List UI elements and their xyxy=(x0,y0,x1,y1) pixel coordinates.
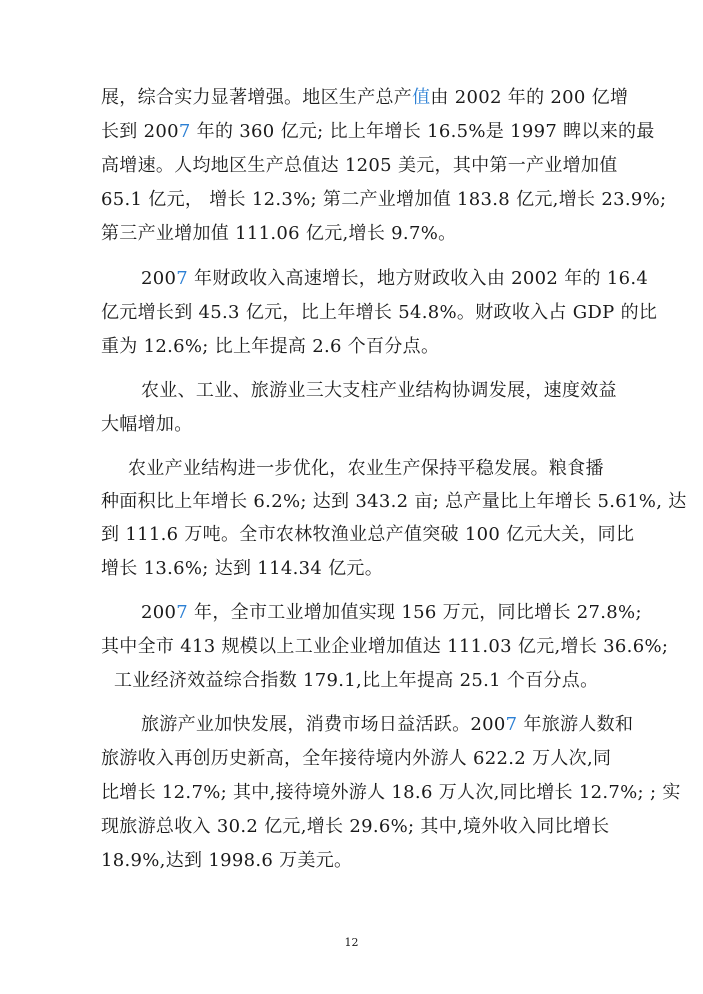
text-line xyxy=(141,380,617,402)
text-line xyxy=(101,558,383,580)
text-segment: 增长 13.6%; 达到 114.34 亿元。 xyxy=(101,558,384,579)
text-line xyxy=(101,850,352,872)
text-line xyxy=(101,524,634,546)
text-segment: 其中全市 413 规模以上工业企业增加值达 111.03 亿元,增长 36.6%; xyxy=(101,636,669,657)
text-segment: 种面积比上年增长 6.2%; 达到 343.2 亩; 总产量比上年增长 5.61%, 达 xyxy=(101,491,687,512)
text-segment: 重为 12.6%; 比上年提高 2.6 个百分点。 xyxy=(101,336,440,357)
highlighted-text: 值 xyxy=(412,87,431,108)
text-line xyxy=(128,458,604,480)
text-line xyxy=(101,223,456,245)
text-segment: 长到 200 xyxy=(101,121,179,142)
text-segment: 200 xyxy=(141,602,177,623)
text-segment: 旅游收入再创历史新高，全年接待境内外游人 622.2 万人次,同 xyxy=(101,748,612,769)
text-line xyxy=(101,336,439,358)
text-line xyxy=(101,816,609,838)
text-segment: 大幅增加。 xyxy=(101,414,193,435)
highlighted-text: 7 xyxy=(176,602,189,623)
text-line xyxy=(101,189,666,211)
text-line xyxy=(141,714,633,736)
text-segment: 工业经济效益综合指数 179.1,比上年提高 25.1 个百分点。 xyxy=(114,670,599,691)
text-segment: 由 2002 年的 200 亿增 xyxy=(430,87,629,108)
text-segment: 18.9%,达到 1998.6 万美元。 xyxy=(101,850,353,871)
text-line xyxy=(141,268,648,290)
text-line xyxy=(101,302,657,324)
text-segment: 年财政收入高速增长，地方财政收入由 2002 年的 16.4 xyxy=(188,268,649,289)
highlighted-text: 7 xyxy=(178,121,191,142)
text-segment: 展，综合实力显著增强。地区生产总产 xyxy=(101,87,413,108)
text-line xyxy=(101,155,618,177)
text-segment: 农业产业结构进一步优化，农业生产保持平稳发展。粮食播 xyxy=(128,458,604,479)
text-line xyxy=(101,636,668,658)
text-line xyxy=(101,121,655,143)
text-line xyxy=(101,414,193,436)
text-segment: 年，全市工业增加值实现 156 万元，同比增长 27.8%; xyxy=(188,602,642,623)
text-segment: 200 xyxy=(141,268,177,289)
text-segment: 65.1 亿元， 增长 12.3%; 第二产业增加值 183.8 亿元,增长 23.9%; xyxy=(101,189,667,210)
page-number: 12 xyxy=(344,936,359,949)
text-segment: 亿元增长到 45.3 亿元，比上年增长 54.8%。财政收入占 GDP 的比 xyxy=(101,302,658,323)
text-line xyxy=(101,491,687,513)
text-segment: 旅游产业加快发展，消费市场日益活跃。200 xyxy=(141,714,506,735)
text-segment: 现旅游总收入 30.2 亿元,增长 29.6%; 其中,境外收入同比增长 xyxy=(101,816,610,837)
text-segment: 第三产业增加值 111.06 亿元,增长 9.7%。 xyxy=(101,223,457,244)
text-segment: 高增速。人均地区生产总值达 1205 美元，其中第一产业增加值 xyxy=(101,155,618,176)
text-segment: 年旅游人数和 xyxy=(517,714,634,735)
text-line xyxy=(141,602,642,624)
text-line xyxy=(101,748,611,770)
text-segment: 年的 360 亿元; 比上年增长 16.5%是 1997 睥以来的最 xyxy=(190,121,655,142)
highlighted-text: 7 xyxy=(176,268,189,289)
text-segment: 比增长 12.7%; 其中,接待境外游人 18.6 万人次,同比增长 12.7%; ; 实 xyxy=(101,782,681,803)
text-segment: 到 111.6 万吨。全市农林牧渔业总产值突破 100 亿元大关，同比 xyxy=(101,524,635,545)
text-line xyxy=(101,782,681,804)
text-line xyxy=(114,670,598,692)
highlighted-text: 7 xyxy=(505,714,518,735)
text-segment: 农业、工业、旅游业三大支柱产业结构协调发展，速度效益 xyxy=(141,380,617,401)
text-line xyxy=(101,87,628,109)
